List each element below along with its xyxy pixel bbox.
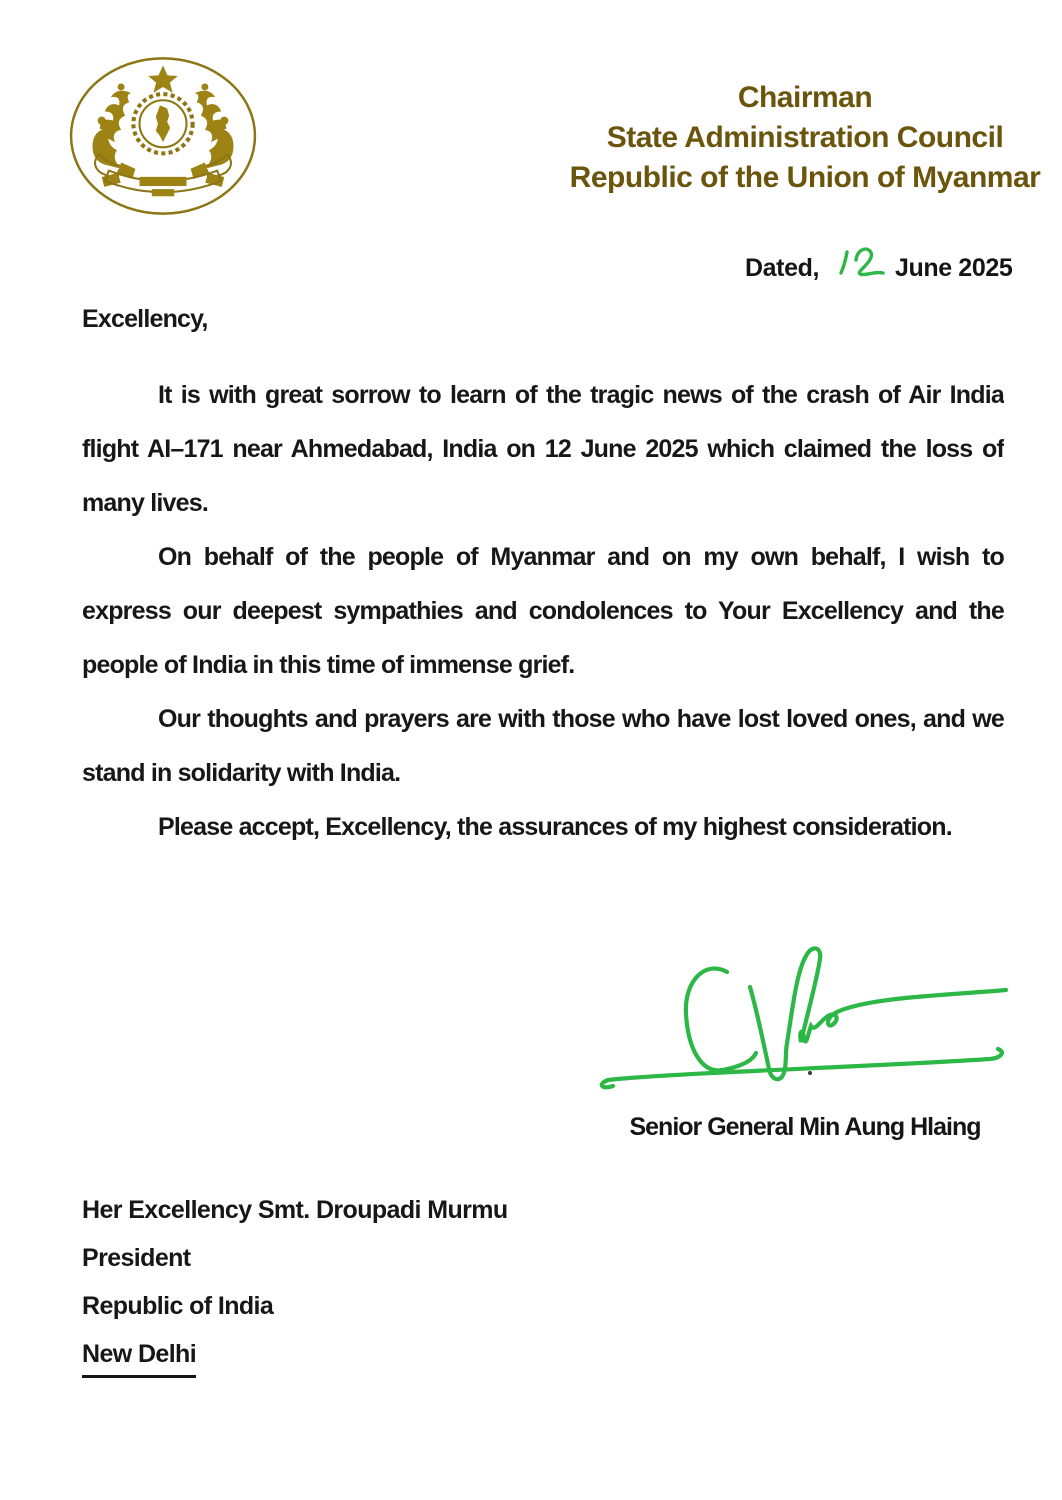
paragraph-line: express our deepest sympathies and condolences to Your Excellency and the [82,597,1004,625]
paragraph-line: stand in solidarity with India. [82,759,401,787]
recipient-city: New Delhi [82,1334,196,1378]
paragraph [82,530,1004,692]
paragraph-line: It is with great sorrow to learn of the tragic news of the crash of Air India [158,381,1004,409]
paragraph-line: Our thoughts and prayers are with those who have lost loved ones, and we [158,705,1004,733]
paragraphs [82,368,1004,854]
date-suffix: June 2025 [895,254,1013,282]
paragraph-line: On behalf of the people of Myanmar and on my own behalf, I wish to [158,543,1004,571]
recipient-block [82,1186,508,1378]
recipient-line: Her Excellency Smt. Droupadi Murmu [82,1196,508,1224]
salutation: Excellency, [82,305,208,333]
paragraph [82,692,1004,800]
letter-body [82,292,1004,854]
myanmar-state-seal-icon [68,56,258,216]
date-line [745,243,1012,285]
paragraph [82,800,1004,854]
recipient-lines [82,1186,508,1330]
letterhead-line-council: State Administration Council [606,121,1004,154]
paragraph-line: Please accept, Excellency, the assurances of my highest consideration. [158,813,952,841]
date-prefix: Dated, [745,254,820,282]
min-aung-hlaing-signature [585,935,1020,1095]
signer-name: Senior General Min Aung Hlaing [629,1113,981,1141]
recipient-line: President [82,1244,191,1272]
letterhead-line-country: Republic of the Union of Myanmar [569,161,1041,194]
letterhead-line-chairman: Chairman [737,81,873,114]
letterhead-title [565,78,1045,198]
paragraph-line: flight AI–171 near Ahmedabad, India on 12 June 2025 which claimed the loss of [82,435,1004,463]
recipient-line: Republic of India [82,1292,274,1320]
recipient-city-line [82,1330,508,1378]
handwritten-day-12 [832,243,886,285]
paragraph [82,368,1004,530]
paragraph-line: many lives. [82,489,209,517]
paragraph-line: people of India in this time of immense grief. [82,651,575,679]
